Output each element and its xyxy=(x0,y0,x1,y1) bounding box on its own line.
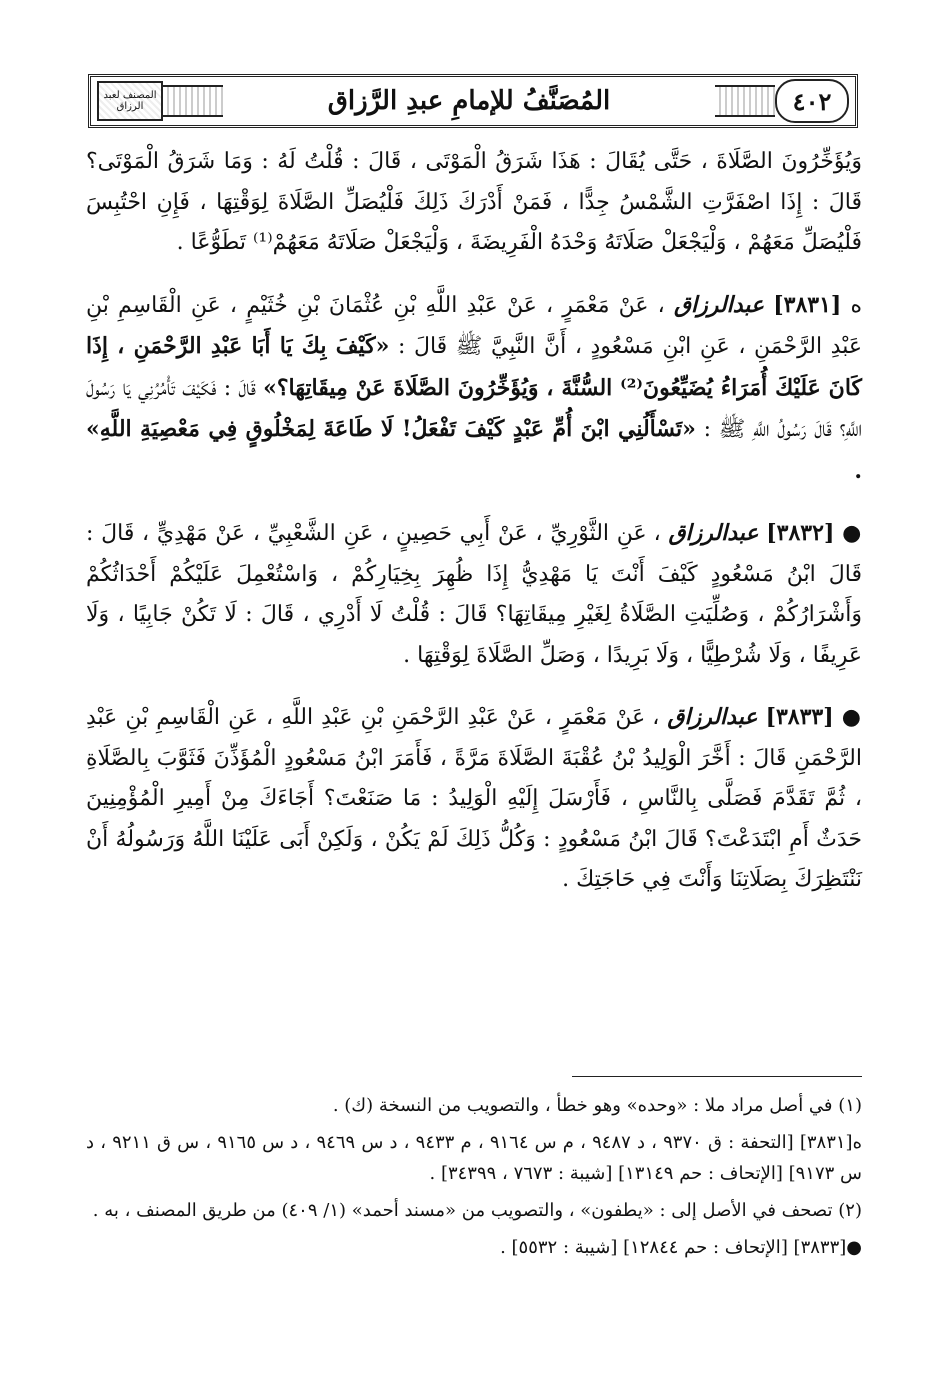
hadith-marker: ● xyxy=(842,521,863,546)
hadith-text: ، عَنْ مَعْمَرٍ ، عَنْ عَبْدِ اللَّهِ بْنِ عُثْمَانَ بْنِ خُثَيْمٍ ، عَنِ الْقَاسِمِ بْنِ عَبْدِ الرَّحْمَنِ ، عَنِ ابْنِ مَسْعُودٍ ، أَنَّ النَّبِيَّ ﷺ قَالَ : xyxy=(86,292,862,359)
hadith-text-2: قَالَ : فَكَيْفَ تَأْمُرُنِي يَا رَسُولَ اللَّهِ؟ قَالَ رَسُولُ اللَّهِ ﷺ : xyxy=(86,375,862,442)
footnotes xyxy=(86,1090,862,1269)
paragraph-text: وَيُؤَخِّرُونَ الصَّلَاةَ ، حَتَّى يُقَالَ : هَذَا شَرَقُ الْمَوْتَى ، قَالَ : قُلْتُ لَهُ : وَمَا شَرَقُ الْمَوْتَى؟ قَالَ : إِذَا اصْفَرَّتِ الشَّمْسُ جِدًّا ، فَمَنْ أَدْرَكَ ذَلِكَ فَلْيُصَلِّ الصَّلَاةَ لِوَقْتِهَا ، فَإِنِ احْتُبِسَ فَلْيُصَلِّ مَعَهُمْ ، وَلْيَجْعَلْ صَلَاتَهُ وَحْدَهُ الْفَرِيضَةَ ، وَلْيَجْعَلْ صَلَاتَهُ مَعَهُمْ⁽¹⁾ تَطَوُّعًا . xyxy=(86,149,862,255)
hadith-number: [٣٨٣١] xyxy=(773,291,842,318)
paragraph-continuation xyxy=(86,142,862,264)
footnote-1: (١) في أصل مراد ملا : «وحده» وهو خطأ ، والتصويب من النسخة (ك) . xyxy=(332,1095,862,1116)
page-number: ٤٠٢ xyxy=(775,79,849,123)
hadith-number: [٣٨٣٢] xyxy=(766,520,835,546)
hadith-marker: ● xyxy=(841,705,863,730)
running-title: المُصَنَّفُ للإمامِ عبدِ الرَّزاق xyxy=(327,86,611,116)
book-logo: المصنف لعبد الرزاق xyxy=(97,81,163,121)
footnote-3831: ه[٣٨٣١] [التحفة : ق ٩٣٧٠ ، د ٩٤٨٧ ، م س ٩١٦٤ ، م ٩٤٣٣ ، د س ٩٤٦٩ ، د س ٩١٦٥ ، س ق ٩٢١١ ، د س ٩١٧٣] [الإتحاف : حم ١٣١٤٩] [شيبة : ٧٦٧٣ ، ٣٤٣٩٩] . xyxy=(86,1132,862,1184)
hadith-number: [٣٨٣٣] xyxy=(765,704,834,730)
header-ornament-left xyxy=(163,85,223,117)
hadith-quote-2: «تَسْأَلُنِي ابْنَ أُمِّ عَبْدٍ كَيْفَ تَفْعَلُ! لَا طَاعَةَ لِمَخْلُوقٍ فِي مَعْصِيَةِ اللَّهِ» . xyxy=(86,416,862,484)
header-ornament-right xyxy=(715,85,775,117)
isnad-start: عبدالرزاق xyxy=(667,704,758,730)
hadith-text: ، عَنْ مَعْمَرٍ ، عَنْ عَبْدِ الرَّحْمَنِ بْنِ عَبْدِ اللَّهِ ، عَنِ الْقَاسِمِ بْنِ عَبْدِ الرَّحْمَنِ قَالَ : أَخَّرَ الْوَلِيدُ بْنُ عُقْبَةَ الصَّلَاةَ مَرَّةً ، فَأَمَرَ ابْنُ مَسْعُودٍ الْمُؤَذِّنَ فَثَوَّبَ بِالصَّلَاةِ ، ثُمَّ تَقَدَّمَ فَصَلَّى بِالنَّاسِ ، فَأَرْسَلَ إِلَيْهِ الْوَلِيدُ : مَا صَنَعْتَ؟ أَجَاءَكَ مِنْ أَمِيرِ الْمُؤْمِنِينَ حَدَثٌ أَمِ ابْتَدَعْتَ؟ قَالَ ابْنُ مَسْعُودٍ : وَكُلُّ ذَلِكَ لَمْ يَكُنْ ، وَلَكِنْ أَبَى عَلَيْنَا اللَّهُ وَرَسُولُهُ أَنْ نَنْتَظِرَكَ بِصَلَاتِنَا وَأَنْتَ فِي حَاجَتِكَ . xyxy=(86,705,862,892)
isnad-start: عبدالرزاق xyxy=(668,520,759,546)
footnote-2: (٢) تصحف في الأصل إلى : «يطفون» ، والتصويب من «مسند أحمد» (١/ ٤٠٩) من طريق المصنف ، به . xyxy=(92,1200,862,1221)
footnote-separator xyxy=(572,1076,862,1077)
hadith-3831 xyxy=(86,285,862,493)
main-text xyxy=(86,142,862,922)
hadith-3832 xyxy=(86,513,862,676)
hadith-3833 xyxy=(86,697,862,901)
page-header xyxy=(88,74,858,128)
hadith-text: ، عَنِ الثَّوْرِيِّ ، عَنْ أَبِي حَصِينٍ ، عَنِ الشَّعْبِيِّ ، عَنْ مَهْدِيٍّ ، قَالَ : قَالَ ابْنُ مَسْعُودٍ كَيْفَ أَنْتَ يَا مَهْدِيُّ إِذَا ظُهِرَ بِخِيَارِكُمْ ، وَاسْتُعْمِلَ عَلَيْكُمْ أَحْدَاثُكُمْ وَأَشْرَارُكُمْ ، وَصُلِّيَتِ الصَّلَاةُ لِغَيْرِ مِيقَاتِهَا؟ قَالَ : قُلْتُ لَا أَدْرِي ، قَالَ : لَا تَكُنْ جَابِيًا ، وَلَا عَرِيفًا ، وَلَا شُرْطِيًّا ، وَلَا بَرِيدًا ، وَصَلِّ الصَّلَاةَ لِوَقْتِهَا . xyxy=(86,521,862,668)
hadith-quote: «كَيْفَ بِكَ يَا أَبَا عَبْدِ الرَّحْمَنِ ، إِذَا كَانَ عَلَيْكَ أُمَرَاءُ يُضَيِّعُونَ⁽²⁾ السُّنَّةَ ، وَيُؤَخِّرُونَ الصَّلَاةَ عَنْ مِيقَاتِهَا؟» xyxy=(86,333,863,401)
isnad-start: عبدالرزاق xyxy=(673,291,765,318)
hadith-marker: ه xyxy=(850,292,863,318)
footnote-3833: ●[٣٨٣٣] [الإتحاف : حم ١٢٨٤٤] [شيبة : ٥٥٣٢] . xyxy=(500,1237,862,1258)
